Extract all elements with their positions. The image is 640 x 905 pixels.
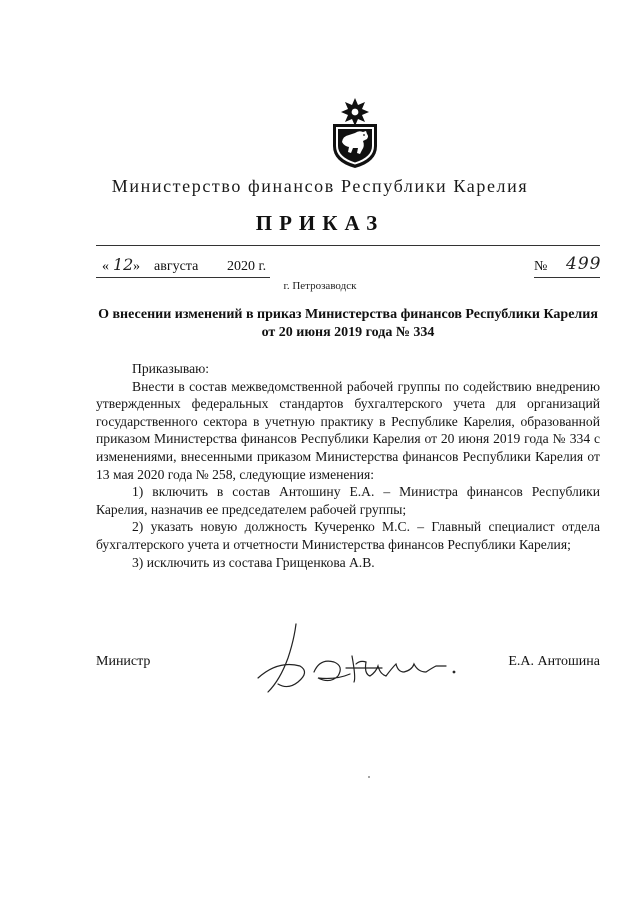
- page-mark: [368, 776, 370, 778]
- ministry-name: Министерство финансов Республики Карелия: [111, 176, 529, 196]
- signatory-name: Е.А. Антошина: [508, 654, 600, 669]
- city: г. Петрозаводск: [283, 280, 357, 292]
- order-item-2: 2) указать новую должность Кучеренко М.С. – Главный специалист отдела бухгалтерского учета и отчетности Министерства финансов Республики Карелия;: [96, 519, 600, 552]
- handwritten-signature: [248, 620, 478, 700]
- signatory-position: Министр: [96, 654, 151, 669]
- order-paragraph: Внести в состав межведомственной рабочей группы по содействию внедрению утвержденных федеральных стандартов бухгалтерского учета для организаций государственного сектора в учетную практику в Республике Карелия, образованной приказом Министерства финансов Республики Карелия от 20 июня 2019 года № 334 с изменениями, внесенными приказом Министерства финансов Республики Карелия от 13 мая 2020 года № 258, следующие изменения:: [96, 378, 600, 482]
- order-title: О внесении изменений в приказ Министерства финансов Республики Карелия от 20 июня 2019 года № 334: [98, 307, 598, 340]
- date-day: 12: [113, 255, 134, 274]
- signature-block: [96, 650, 600, 690]
- order-item-3: 3) исключить из состава Грищенкова А.В.: [132, 554, 375, 570]
- order-item-1: 1) включить в состав Антошину Е.А. – Министра финансов Республики Карелия, назначив ее председателем рабочей группы;: [96, 484, 600, 517]
- date-open-quote: «: [102, 259, 109, 274]
- number-value: 499: [566, 254, 602, 274]
- order-body: [96, 360, 600, 571]
- order-number: [534, 254, 602, 278]
- order-date: [96, 255, 270, 278]
- date-month: августа: [154, 259, 199, 274]
- date-year: 2020 г.: [227, 259, 267, 274]
- date-close-quote: »: [133, 259, 140, 274]
- coat-of-arms-icon: [329, 96, 381, 170]
- order-intro: Приказываю:: [132, 361, 210, 376]
- number-sign: №: [534, 259, 548, 274]
- document-type: ПРИКАЗ: [255, 211, 385, 235]
- header-divider: [96, 245, 600, 246]
